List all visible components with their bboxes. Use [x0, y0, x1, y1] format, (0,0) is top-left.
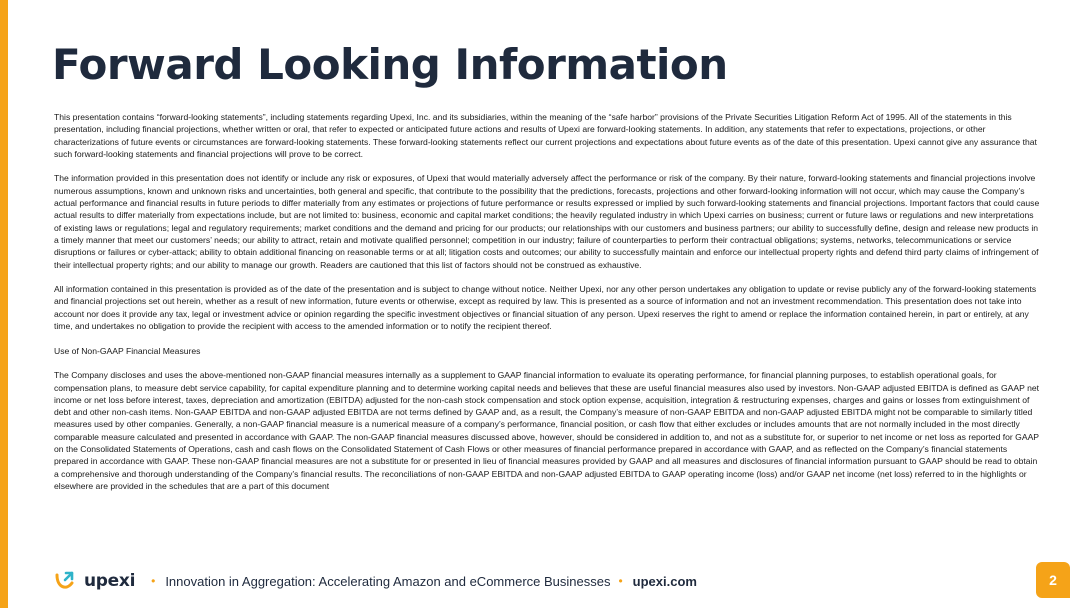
paragraph-non-gaap: The Company discloses and uses the above-mentioned non-GAAP financial measures internally as a supplement to GAAP financial information to evaluate its operating performance, for financial planning purposes, to establish operational goals, for compensation plans, to measure debt service capability, for capital expenditure planning and to determine working capital needs and believes that these are useful financial measures also used by investors. Non-GAAP adjusted EBITDA is defined as GAAP net income or net loss before interest, taxes, depreciation and amortization (EBITDA) adjusted for the non-cash stock compensation and stock option expense, acquisition, integration & restructuring expenses, charges and gains or losses from extinguishment of debt and other non-cash items. Non-GAAP EBITDA and non-GAAP adjusted EBITDA are not terms defined by GAAP and, as a result, the Company’s measure of non-GAAP EBITDA and non-GAAP adjusted EBITDA might not be comparable to similarly titled measures used by other companies. Generally, a non-GAAP financial measure is a numerical measure of a company’s performance, financial position, or cash flow that either excludes or includes amounts that are not normally included in the most directly comparable measure calculated and presented in accordance with GAAP. The non-GAAP financial measures discussed above, however, should be considered in addition to, and not as a substitute for, or superior to net income or net loss as reported for GAAP on the Consolidated Statements of Operations, cash and cash flows on the Consolidated Statement of Cash Flows or other measures of financial performance prepared in accordance with GAAP, and as reflected on the Company’s financial statements prepared in accordance with GAAP. These non-GAAP financial measures are not a substitute for or presented in lieu of financial measures provided by GAAP and all measures and disclosures of financial information pursuant to GAAP should be read to obtain a comprehensive and thorough understanding of the Company’s financial results. The reconciliations of non-GAAP EBITDA and non-GAAP adjusted EBITDA to GAAP operating income (loss) and/or GAAP net income (net loss) referred to in the highlights or elsewhere are provided in the schedules that are a part of this document [54, 370, 1040, 491]
paragraph-forward-looking: This presentation contains “forward-looking statements”, including statements regarding Upexi, Inc. and its subsidiaries, within the meaning of the “safe harbor” provisions of the Private Securities Litigation Reform Act of 1995. All of the statements in this presentation, including financial projections, whether written or oral, that refer to expected or anticipated future actions and results of Upexi are forward-looking statements. In addition, any statements that refer to expectations, projections, or other characterizations of future events or circumstances are forward-looking statements. These forward-looking statements reflect our current projections and expectations about future events as of the date of this presentation. Upexi cannot give any assurance that such forward-looking statements and financial projections will prove to be correct. [54, 112, 1037, 159]
left-accent-bar [0, 0, 8, 608]
page-number-badge: 2 [1036, 562, 1070, 598]
upexi-logo [54, 569, 135, 593]
upexi-logo-icon [54, 569, 78, 593]
paragraph-no-update: All information contained in this presentation is provided as of the date of the presentation and is subject to change without notice. Neither Upexi, nor any other person undertakes any obligation to update or revise publicly any of the forward-looking statements and financial projections set out herein, whether as a result of new information, future events or otherwise, except as required by law. This is presented as a source of information and not an investment recommendation. This presentation does not take into account nor does it provide any tax, legal or investment advice or opinion regarding the specific investment objectives or financial situation of any person. Upexi reserves the right to amend or replace the information contained herein, in part or entirely, at any time, and undertakes no obligation to provide the recipient with access to the amended information or to notify the recipient thereof. [54, 284, 1037, 332]
footer [54, 566, 1054, 596]
footer-tagline: Innovation in Aggregation: Accelerating Amazon and eCommerce Businesses [165, 573, 611, 589]
website-link[interactable]: upexi.com [632, 573, 697, 589]
section-heading-non-gaap: Use of Non-GAAP Financial Measures [54, 345, 201, 356]
footer-separator: • [151, 574, 156, 588]
footer-separator: • [618, 574, 623, 588]
disclaimer-body [54, 111, 1042, 505]
paragraph-risk-factors: The information provided in this presentation does not identify or include any risk or exposures, of Upexi that would materially adversely affect the performance or risk of the company. By their nature, forward-looking statements and financial projections involve numerous assumptions, known and unknown risks and uncertainties, both general and specific, that contribute to the possibility that the predictions, forecasts, projections and other forward-looking information will not occur, which may cause the Company’s actual performance and financial results in future periods to differ materially from any estimates or projections of future performance or results expressed or implied by such forward-looking statements and financial projections. Important factors that could cause actual results to differ materially from expectations include, but are not limited to: business, economic and capital market conditions; the heavily regulated industry in which Upexi carries on business; current or future laws or regulations and new interpretations of existing laws or regulations; legal and regulatory requirements; market conditions and the demand and pricing for our products; our relationships with our customers and business partners; our ability to successfully define, design and release new products in a timely manner that meet our customers’ needs; our ability to attract, retain and motivate qualified personnel; competition in our industry; failure of counterparties to perform their contractual obligations; systems, networks, telecommunications or service disruptions or failures or cyber-attack; ability to obtain additional financing on reasonable terms or at all; litigation costs and outcomes; our ability to successfully maintain and enforce our intellectual property rights and defend third party claims of infringement of their intellectual property rights; and our ability to manage our growth. Readers are cautioned that this list of factors should not be construed as exhaustive. [54, 173, 1040, 270]
page-title: Forward Looking Information [52, 40, 728, 89]
logo-wordmark: upexi [84, 571, 136, 591]
